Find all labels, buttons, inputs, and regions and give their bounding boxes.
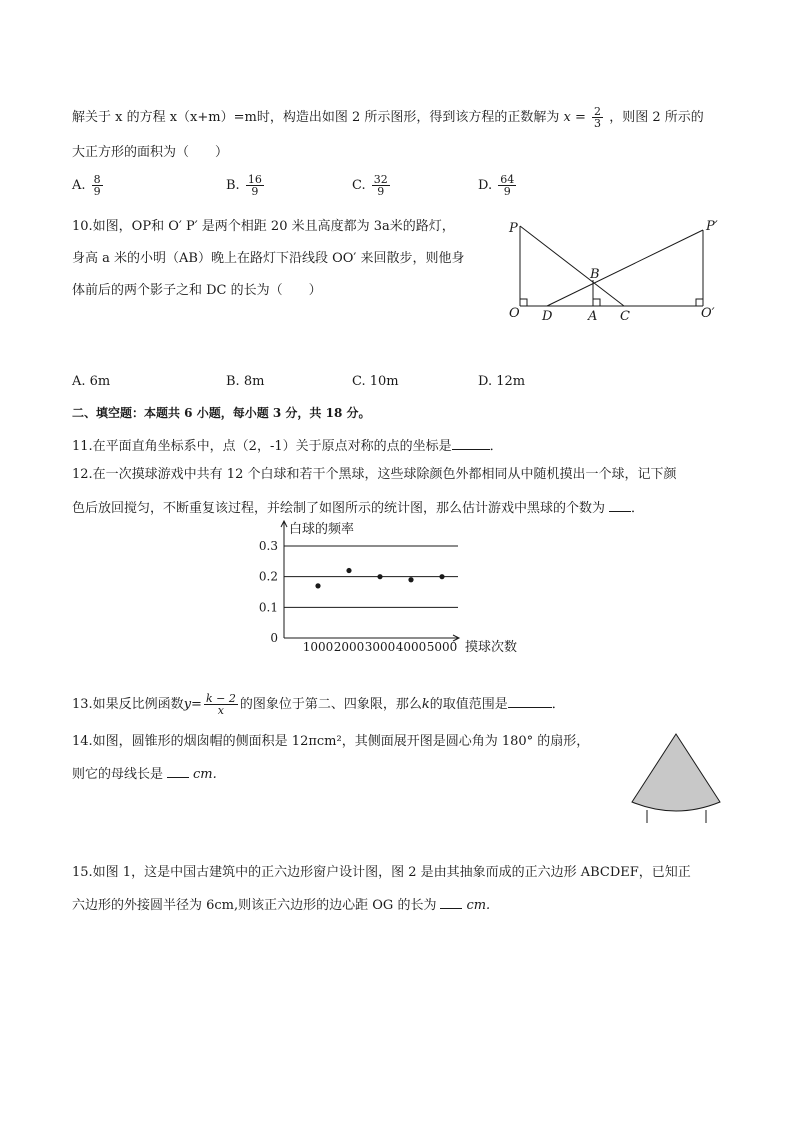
- q11-answer-blank[interactable]: [452, 436, 490, 450]
- data-point-1: [346, 568, 351, 573]
- data-point-4: [439, 574, 444, 579]
- right-angle-a: [593, 299, 600, 306]
- label-d: D: [542, 309, 553, 324]
- q12-line2: 色后放回搅匀，不断重复该过程，并绘制了如图所示的统计图，那么估计游戏中黑球的个数为 ．: [72, 498, 644, 518]
- q9-line2: 大正方形的面积为（ ）: [72, 145, 229, 160]
- q13-answer-blank[interactable]: [508, 694, 552, 708]
- y-tick-label-1: 0.1: [258, 600, 278, 615]
- q11-line: 11.在平面直角坐标系中，点（2，-1）关于原点对称的点的坐标是 ．: [72, 436, 503, 456]
- q9-sol-var: x: [563, 110, 571, 125]
- right-angle-o: [520, 299, 527, 306]
- label-p2: P′: [706, 219, 718, 234]
- q13-line: 13.如果反比例函数y= $\frac{k - 2}{x}$ 的图象位于第二、四象限，那么k的取值范围是 ．: [72, 692, 565, 717]
- q10-option-c: C. 10m: [352, 374, 399, 389]
- x-tick-label-0: 1000: [302, 640, 334, 654]
- q10-line1: 10.如图，OP和 O′ P′ 是两个相距 20 米且高度都为 3a米的路灯，: [72, 219, 455, 234]
- label-a: A: [588, 309, 598, 324]
- q10-option-b: B. 8m: [226, 374, 265, 389]
- q9-option-b: B. $\frac{16}{9}$: [226, 173, 262, 198]
- label-o: O: [509, 306, 520, 321]
- q15-answer-blank[interactable]: [440, 895, 462, 909]
- x-tick-label-4: 5000: [426, 640, 458, 654]
- y-tick-label-3: 0.3: [258, 539, 278, 553]
- q9-solution-fraction: $\frac{2}{3}$: [594, 105, 602, 130]
- q9-text-a: 解关于 x 的方程 x（x+m）=m时，构造出如图 2 所示图形，得到该方程的正数解为: [72, 110, 560, 125]
- label-p: P: [509, 221, 518, 236]
- cone-chimney-cap-figure: [628, 730, 724, 826]
- q14-line2: 则它的母线长是 cm.: [72, 764, 217, 784]
- cone-body: [632, 734, 720, 811]
- data-point-0: [315, 583, 320, 588]
- y-tick-label-0: 0: [270, 631, 278, 645]
- data-point-2: [377, 574, 382, 579]
- x-tick-label-3: 4000: [395, 640, 427, 654]
- label-c: C: [620, 309, 630, 324]
- y-tick-label-2: 0.2: [258, 569, 278, 584]
- ray-p2-d: [547, 230, 703, 306]
- q14-answer-blank[interactable]: [167, 764, 189, 778]
- label-b: B: [590, 267, 600, 282]
- x-axis-label: 摸球次数: [465, 640, 518, 655]
- q9-line1: [72, 106, 704, 129]
- q9-text-b: ，则图 2 所示的: [609, 110, 704, 125]
- q13-function-fraction: $\frac{k - 2}{x}$: [205, 692, 236, 717]
- x-tick-label-2: 3000: [364, 640, 396, 654]
- q15-line2: 六边形的外接圆半径为 6cm,则该正六边形的边心距 OG 的长为 cm.: [72, 895, 490, 915]
- data-point-3: [408, 577, 413, 582]
- frequency-chart: [255, 517, 540, 657]
- q10-figure: [505, 212, 725, 324]
- q12-line1: 12.在一次摸球游戏中共有 12 个白球和若干个黑球，这些球除颜色外都相同从中随机摸出一个球，记下颜: [72, 467, 677, 482]
- q12-answer-blank[interactable]: [609, 498, 631, 512]
- q11-text: 11.在平面直角坐标系中，点（2，-1）关于原点对称的点的坐标是: [72, 439, 452, 454]
- right-angle-o2: [696, 299, 703, 306]
- q10-line2: 身高 a 米的小明（AB）晚上在路灯下沿线段 OO′ 来回散步，则他身: [72, 251, 465, 266]
- q9-option-a: A. $\frac{8}{9}$: [72, 173, 101, 198]
- q15-line1: 15.如图 1，这是中国古建筑中的正六边形窗户设计图，图 2 是由其抽象而成的正六边形 ABCDEF，已知正: [72, 865, 691, 880]
- x-tick-label-1: 2000: [333, 640, 365, 654]
- q9-sol-eq: =: [575, 110, 586, 125]
- q10-option-a: A. 6m: [72, 374, 111, 389]
- section2-heading: 二、填空题：本题共 6 小题，每小题 3 分，共 18 分。: [72, 406, 371, 420]
- q10-option-d: D. 12m: [478, 374, 526, 389]
- label-o2: O′: [701, 306, 715, 321]
- q9-option-c: C. $\frac{32}{9}$: [352, 173, 388, 198]
- q14-line1: 14.如图，圆锥形的烟囱帽的侧面积是 12πcm²，其侧面展开图是圆心角为 180° 的扇形，: [72, 734, 590, 749]
- y-axis-label: 白球的频率: [289, 522, 355, 537]
- q9-option-d: D. $\frac{64}{9}$: [478, 173, 515, 198]
- q10-line3: 体前后的两个影子之和 DC 的长为（ ）: [72, 283, 322, 298]
